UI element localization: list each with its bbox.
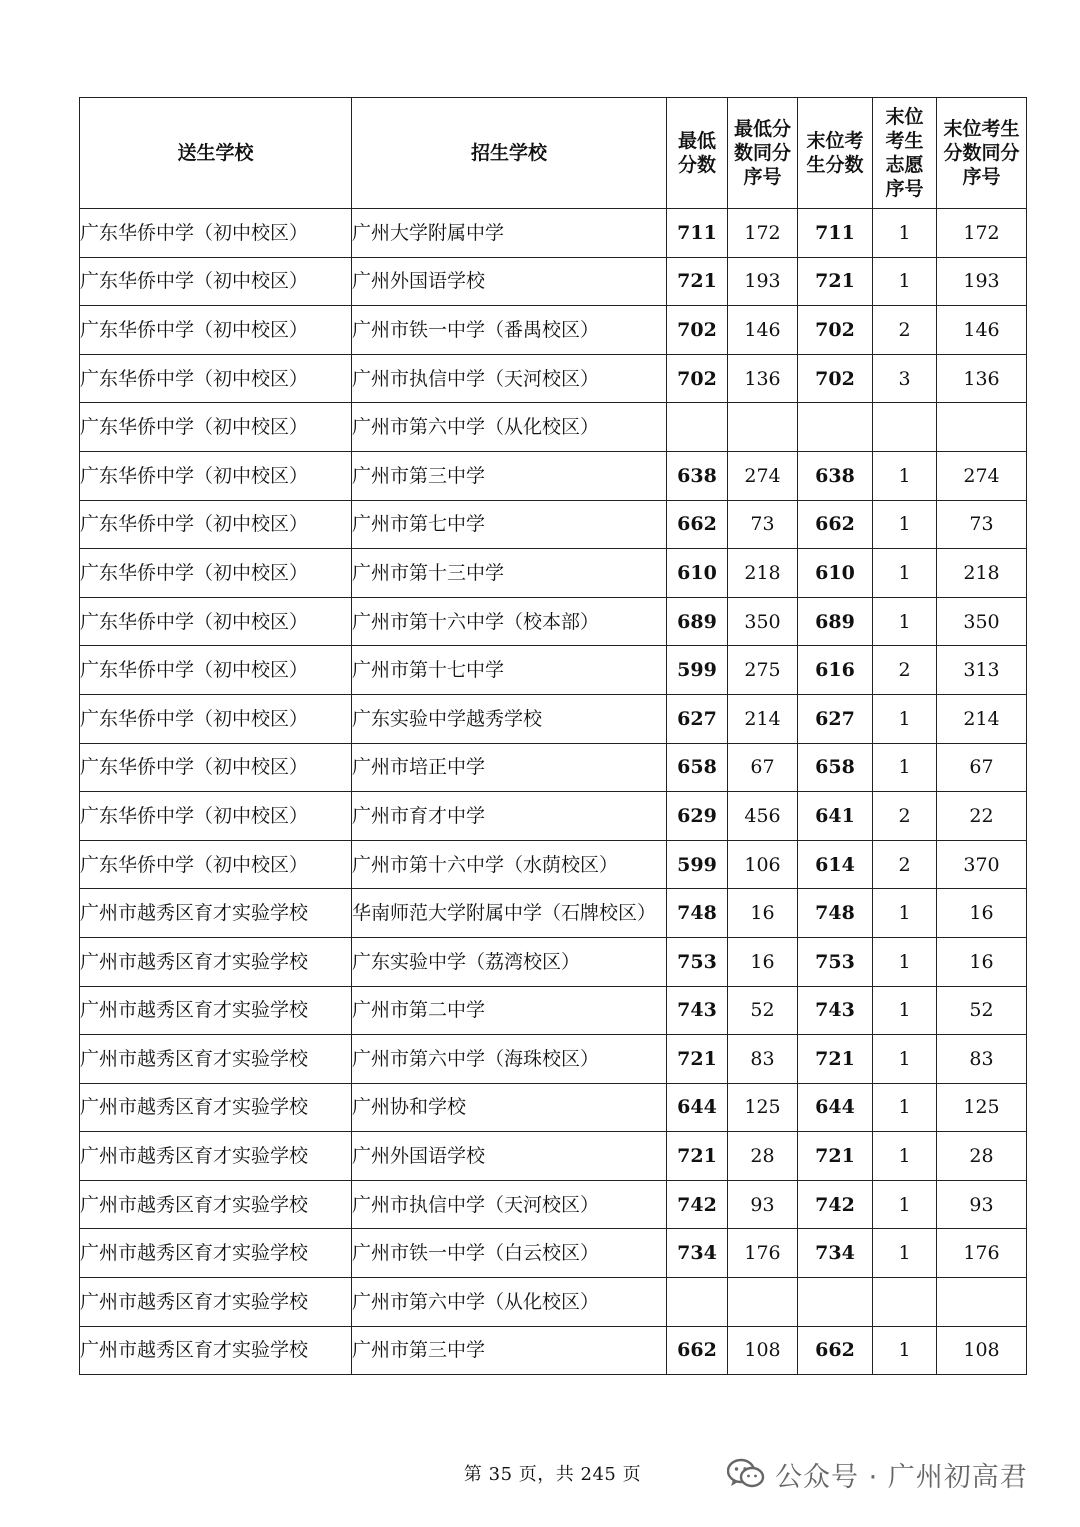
min-score-rank-cell: 350 (728, 597, 798, 646)
last-score-rank-cell: 146 (937, 306, 1027, 355)
min-score-rank-cell: 73 (728, 500, 798, 549)
send-school-cell: 广东华侨中学（初中校区） (80, 792, 352, 841)
admit-school-cell: 广州外国语学校 (352, 257, 667, 306)
min-score-cell: 638 (667, 451, 728, 500)
last-score-rank-cell: 83 (937, 1035, 1027, 1084)
header-row (80, 98, 1027, 209)
last-choice-cell: 2 (873, 646, 937, 695)
send-school-cell: 广东华侨中学（初中校区） (80, 694, 352, 743)
header-send-school: 送生学校 (80, 98, 352, 209)
last-score-cell: 753 (798, 937, 873, 986)
admit-school-cell: 广州市第三中学 (352, 1326, 667, 1375)
min-score-cell: 721 (667, 257, 728, 306)
table-row (80, 840, 1027, 889)
min-score-rank-cell: 28 (728, 1132, 798, 1181)
header-last-score: 末位考 生分数 (798, 98, 873, 209)
last-score-rank-cell: 16 (937, 937, 1027, 986)
table-row (80, 1132, 1027, 1181)
table-row (80, 597, 1027, 646)
last-choice-cell: 1 (873, 1083, 937, 1132)
last-score-rank-cell: 67 (937, 743, 1027, 792)
min-score-rank-cell: 83 (728, 1035, 798, 1084)
min-score-cell: 627 (667, 694, 728, 743)
admit-school-cell: 广州市育才中学 (352, 792, 667, 841)
last-score-cell: 627 (798, 694, 873, 743)
last-score-rank-cell: 214 (937, 694, 1027, 743)
send-school-cell: 广东华侨中学（初中校区） (80, 743, 352, 792)
min-score-rank-cell: 125 (728, 1083, 798, 1132)
send-school-cell: 广州市越秀区育才实验学校 (80, 1035, 352, 1084)
last-choice-cell: 1 (873, 597, 937, 646)
watermark-text: 公众号 · 广州初高君 (775, 1461, 1028, 1493)
min-score-rank-cell: 172 (728, 209, 798, 258)
last-score-rank-cell: 93 (937, 1180, 1027, 1229)
header-last-score-rank: 末位考生 分数同分 序号 (937, 98, 1027, 209)
last-score-rank-cell: 22 (937, 792, 1027, 841)
last-score-rank-cell: 370 (937, 840, 1027, 889)
last-score-cell: 721 (798, 1132, 873, 1181)
last-score-rank-cell: 274 (937, 451, 1027, 500)
admit-school-cell: 广州市第二中学 (352, 986, 667, 1035)
last-score-cell: 721 (798, 257, 873, 306)
min-score-rank-cell (728, 403, 798, 452)
admit-school-cell: 广州外国语学校 (352, 1132, 667, 1181)
last-score-rank-cell: 350 (937, 597, 1027, 646)
admit-school-cell: 广州市第六中学（从化校区） (352, 403, 667, 452)
last-choice-cell (873, 403, 937, 452)
min-score-rank-cell: 136 (728, 354, 798, 403)
admit-school-cell: 广州市第十六中学（水荫校区） (352, 840, 667, 889)
score-table (79, 97, 1027, 1375)
last-score-rank-cell: 176 (937, 1229, 1027, 1278)
min-score-cell: 721 (667, 1035, 728, 1084)
admit-school-cell: 广州市第十七中学 (352, 646, 667, 695)
send-school-cell: 广州市越秀区育才实验学校 (80, 937, 352, 986)
last-score-rank-cell: 16 (937, 889, 1027, 938)
admit-school-cell: 华南师范大学附属中学（石牌校区） (352, 889, 667, 938)
table-row (80, 792, 1027, 841)
min-score-rank-cell: 67 (728, 743, 798, 792)
last-choice-cell: 1 (873, 1132, 937, 1181)
send-school-cell: 广州市越秀区育才实验学校 (80, 1083, 352, 1132)
last-choice-cell: 1 (873, 1035, 937, 1084)
table-row (80, 1035, 1027, 1084)
table-row (80, 500, 1027, 549)
send-school-cell: 广东华侨中学（初中校区） (80, 500, 352, 549)
last-choice-cell: 1 (873, 1229, 937, 1278)
admit-school-cell: 广州市铁一中学（白云校区） (352, 1229, 667, 1278)
last-choice-cell: 1 (873, 694, 937, 743)
last-choice-cell: 2 (873, 792, 937, 841)
table-row (80, 937, 1027, 986)
last-score-cell: 734 (798, 1229, 873, 1278)
table-row (80, 1229, 1027, 1278)
table-row (80, 694, 1027, 743)
last-score-rank-cell: 108 (937, 1326, 1027, 1375)
last-score-cell: 702 (798, 354, 873, 403)
min-score-rank-cell: 274 (728, 451, 798, 500)
last-score-cell: 689 (798, 597, 873, 646)
send-school-cell: 广东华侨中学（初中校区） (80, 840, 352, 889)
table-row (80, 1278, 1027, 1327)
last-score-rank-cell: 52 (937, 986, 1027, 1035)
admit-school-cell: 广州市第六中学（海珠校区） (352, 1035, 667, 1084)
table-row (80, 646, 1027, 695)
min-score-rank-cell: 146 (728, 306, 798, 355)
last-choice-cell (873, 1278, 937, 1327)
min-score-cell: 658 (667, 743, 728, 792)
send-school-cell: 广州市越秀区育才实验学校 (80, 1180, 352, 1229)
table-row (80, 257, 1027, 306)
last-choice-cell: 1 (873, 1326, 937, 1375)
table-row (80, 743, 1027, 792)
last-score-rank-cell: 73 (937, 500, 1027, 549)
last-choice-cell: 3 (873, 354, 937, 403)
last-score-rank-cell: 28 (937, 1132, 1027, 1181)
send-school-cell: 广东华侨中学（初中校区） (80, 646, 352, 695)
table-row (80, 986, 1027, 1035)
min-score-cell: 734 (667, 1229, 728, 1278)
min-score-rank-cell: 456 (728, 792, 798, 841)
last-score-cell: 641 (798, 792, 873, 841)
send-school-cell: 广东华侨中学（初中校区） (80, 451, 352, 500)
min-score-cell: 721 (667, 1132, 728, 1181)
last-choice-cell: 1 (873, 549, 937, 598)
table-row (80, 549, 1027, 598)
min-score-rank-cell: 218 (728, 549, 798, 598)
last-score-rank-cell: 193 (937, 257, 1027, 306)
send-school-cell: 广东华侨中学（初中校区） (80, 306, 352, 355)
page-number: 第 35 页，共 245 页 (463, 1464, 642, 1485)
last-score-rank-cell (937, 403, 1027, 452)
admit-school-cell: 广州市第七中学 (352, 500, 667, 549)
send-school-cell: 广东华侨中学（初中校区） (80, 549, 352, 598)
table-row (80, 1326, 1027, 1375)
table-row (80, 1083, 1027, 1132)
table-row (80, 451, 1027, 500)
send-school-cell: 广州市越秀区育才实验学校 (80, 1326, 352, 1375)
last-score-rank-cell (937, 1278, 1027, 1327)
last-score-cell: 748 (798, 889, 873, 938)
min-score-cell: 743 (667, 986, 728, 1035)
admit-school-cell: 广州市执信中学（天河校区） (352, 1180, 667, 1229)
last-score-rank-cell: 136 (937, 354, 1027, 403)
last-score-cell: 616 (798, 646, 873, 695)
min-score-cell: 662 (667, 1326, 728, 1375)
min-score-cell: 610 (667, 549, 728, 598)
admit-school-cell: 广州协和学校 (352, 1083, 667, 1132)
send-school-cell: 广东华侨中学（初中校区） (80, 597, 352, 646)
last-choice-cell: 1 (873, 937, 937, 986)
min-score-rank-cell: 93 (728, 1180, 798, 1229)
min-score-rank-cell: 16 (728, 889, 798, 938)
admit-school-cell: 广州大学附属中学 (352, 209, 667, 258)
last-score-rank-cell: 125 (937, 1083, 1027, 1132)
header-min-score-rank: 最低分 数同分 序号 (728, 98, 798, 209)
admit-school-cell: 广东实验中学越秀学校 (352, 694, 667, 743)
last-score-cell: 658 (798, 743, 873, 792)
last-choice-cell: 1 (873, 889, 937, 938)
last-choice-cell: 1 (873, 743, 937, 792)
admit-school-cell: 广东实验中学（荔湾校区） (352, 937, 667, 986)
min-score-rank-cell: 214 (728, 694, 798, 743)
admit-school-cell: 广州市执信中学（天河校区） (352, 354, 667, 403)
last-score-cell: 638 (798, 451, 873, 500)
last-score-rank-cell: 172 (937, 209, 1027, 258)
watermark (727, 1452, 1028, 1496)
min-score-rank-cell: 176 (728, 1229, 798, 1278)
last-score-cell: 662 (798, 500, 873, 549)
min-score-cell (667, 403, 728, 452)
min-score-cell: 644 (667, 1083, 728, 1132)
last-score-cell: 742 (798, 1180, 873, 1229)
header-admit-school: 招生学校 (352, 98, 667, 209)
min-score-cell: 689 (667, 597, 728, 646)
last-choice-cell: 1 (873, 1180, 937, 1229)
min-score-rank-cell: 16 (728, 937, 798, 986)
min-score-cell: 599 (667, 646, 728, 695)
min-score-rank-cell: 106 (728, 840, 798, 889)
table-row (80, 889, 1027, 938)
table-row (80, 403, 1027, 452)
send-school-cell: 广州市越秀区育才实验学校 (80, 889, 352, 938)
last-choice-cell: 1 (873, 257, 937, 306)
table-row (80, 354, 1027, 403)
min-score-cell (667, 1278, 728, 1327)
header-last-choice: 末位 考生 志愿 序号 (873, 98, 937, 209)
min-score-rank-cell: 193 (728, 257, 798, 306)
last-score-rank-cell: 218 (937, 549, 1027, 598)
admit-school-cell: 广州市第六中学（从化校区） (352, 1278, 667, 1327)
last-score-cell: 711 (798, 209, 873, 258)
last-choice-cell: 1 (873, 986, 937, 1035)
last-score-cell: 610 (798, 549, 873, 598)
last-score-cell: 662 (798, 1326, 873, 1375)
last-score-cell: 721 (798, 1035, 873, 1084)
table-row (80, 306, 1027, 355)
send-school-cell: 广东华侨中学（初中校区） (80, 257, 352, 306)
min-score-cell: 629 (667, 792, 728, 841)
admit-school-cell: 广州市第三中学 (352, 451, 667, 500)
min-score-cell: 711 (667, 209, 728, 258)
min-score-cell: 702 (667, 306, 728, 355)
min-score-cell: 702 (667, 354, 728, 403)
wechat-icon (727, 1458, 765, 1490)
min-score-rank-cell: 108 (728, 1326, 798, 1375)
send-school-cell: 广东华侨中学（初中校区） (80, 209, 352, 258)
last-choice-cell: 1 (873, 451, 937, 500)
last-score-rank-cell: 313 (937, 646, 1027, 695)
send-school-cell: 广州市越秀区育才实验学校 (80, 986, 352, 1035)
min-score-cell: 748 (667, 889, 728, 938)
send-school-cell: 广州市越秀区育才实验学校 (80, 1229, 352, 1278)
send-school-cell: 广州市越秀区育才实验学校 (80, 1278, 352, 1327)
send-school-cell: 广州市越秀区育才实验学校 (80, 1132, 352, 1181)
last-score-cell: 702 (798, 306, 873, 355)
admit-school-cell: 广州市第十三中学 (352, 549, 667, 598)
table-row (80, 209, 1027, 258)
header-min-score: 最低 分数 (667, 98, 728, 209)
last-score-cell: 644 (798, 1083, 873, 1132)
min-score-rank-cell: 52 (728, 986, 798, 1035)
last-choice-cell: 2 (873, 306, 937, 355)
last-score-cell: 743 (798, 986, 873, 1035)
send-school-cell: 广东华侨中学（初中校区） (80, 403, 352, 452)
min-score-cell: 599 (667, 840, 728, 889)
admit-school-cell: 广州市铁一中学（番禺校区） (352, 306, 667, 355)
last-score-cell: 614 (798, 840, 873, 889)
min-score-cell: 742 (667, 1180, 728, 1229)
last-score-cell (798, 403, 873, 452)
min-score-cell: 753 (667, 937, 728, 986)
min-score-cell: 662 (667, 500, 728, 549)
min-score-rank-cell: 275 (728, 646, 798, 695)
min-score-rank-cell (728, 1278, 798, 1327)
last-score-cell (798, 1278, 873, 1327)
last-choice-cell: 1 (873, 209, 937, 258)
table-row (80, 1180, 1027, 1229)
admit-school-cell: 广州市培正中学 (352, 743, 667, 792)
table-body (80, 209, 1027, 1375)
last-choice-cell: 1 (873, 500, 937, 549)
last-choice-cell: 2 (873, 840, 937, 889)
admit-school-cell: 广州市第十六中学（校本部） (352, 597, 667, 646)
send-school-cell: 广东华侨中学（初中校区） (80, 354, 352, 403)
